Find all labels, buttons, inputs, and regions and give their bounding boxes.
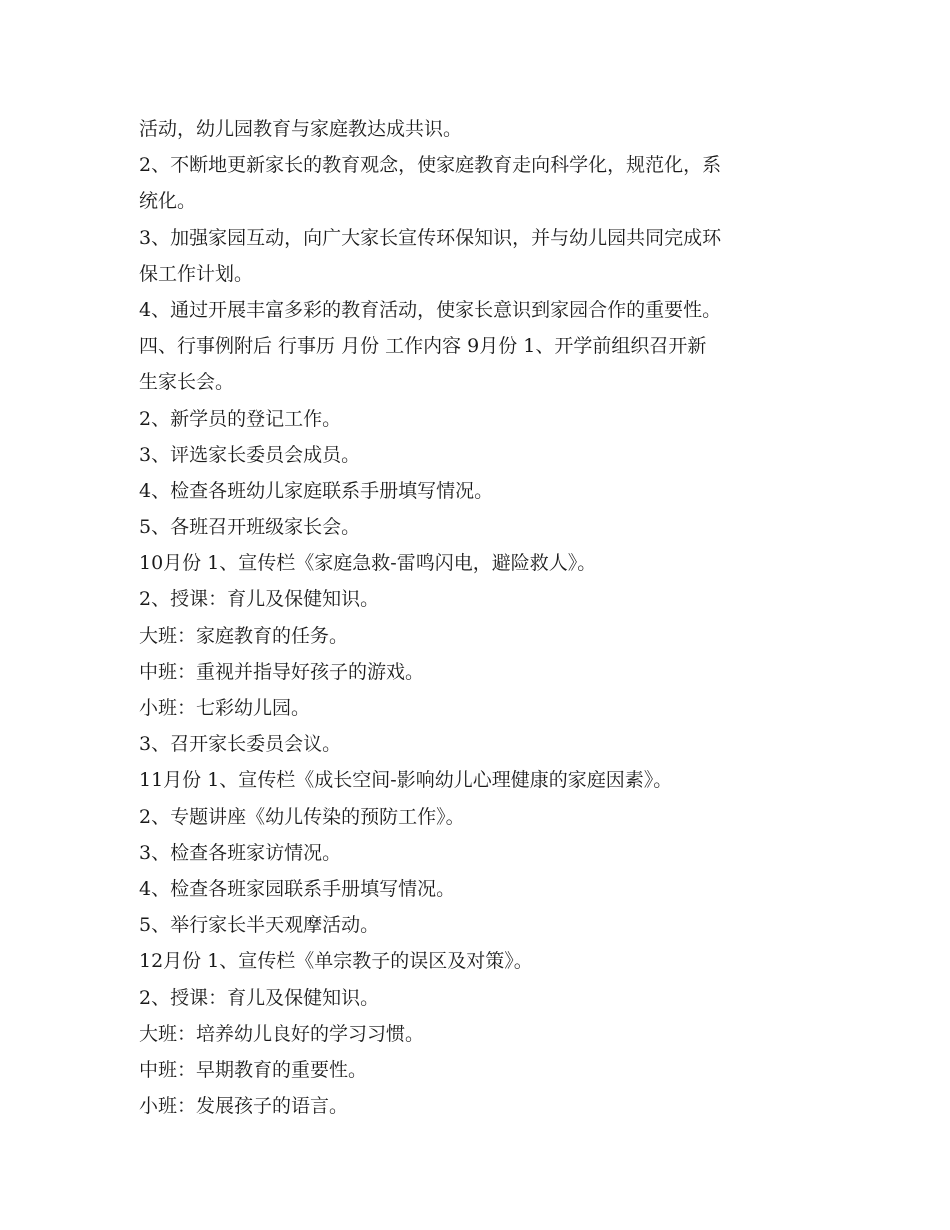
text-line: 3、评选家长委员会成员。 — [139, 443, 361, 466]
text-line: 2、专题讲座《幼儿传染的预防工作》。 — [139, 805, 465, 828]
text-line: 2、不断地更新家长的教育观念，使家庭教育走向科学化，规范化，系 — [139, 154, 722, 177]
text-line: 3、加强家园互动，向广大家长宣传环保知识，并与幼儿园共同完成环 — [139, 226, 722, 249]
text-line: 10月份 1、宣传栏《家庭急救-雷鸣闪电，避险救人》。 — [139, 552, 597, 575]
text-line: 统化。 — [139, 190, 197, 213]
text-line: 保工作计划。 — [139, 262, 254, 285]
text-line: 中班：早期教育的重要性。 — [139, 1058, 368, 1081]
text-line: 2、授课：育儿及保健知识。 — [139, 588, 380, 611]
text-line: 中班：重视并指导好孩子的游戏。 — [139, 660, 425, 683]
text-line: 12月份 1、宣传栏《单宗教子的误区及对策》。 — [139, 950, 533, 973]
text-line: 4、检查各班家园联系手册填写情况。 — [139, 877, 456, 900]
text-line: 3、召开家长委员会议。 — [139, 733, 342, 756]
text-line: 2、授课：育儿及保健知识。 — [139, 986, 380, 1009]
text-line: 3、检查各班家访情况。 — [139, 841, 342, 864]
text-line: 四、行事例附后 行事历 月份 工作内容 9月份 1、开学前组织召开新 — [139, 335, 707, 358]
text-line: 4、检查各班幼儿家庭联系手册填写情况。 — [139, 479, 494, 502]
text-line: 生家长会。 — [139, 371, 235, 394]
text-line: 11月份 1、宣传栏《成长空间-影响幼儿心理健康的家庭因素》。 — [139, 769, 673, 792]
document-body — [139, 111, 819, 1124]
text-line: 5、举行家长半天观摩活动。 — [139, 914, 380, 937]
text-line: 大班：家庭教育的任务。 — [139, 624, 349, 647]
text-line: 2、新学员的登记工作。 — [139, 407, 342, 430]
text-line: 大班：培养幼儿良好的学习习惯。 — [139, 1022, 425, 1045]
text-line: 小班：七彩幼儿园。 — [139, 697, 311, 719]
text-line: 4、通过开展丰富多彩的教育活动，使家长意识到家园合作的重要性。 — [139, 298, 722, 321]
text-line: 小班：发展孩子的语言。 — [139, 1095, 349, 1118]
text-line: 活动，幼儿园教育与家庭教达成共识。 — [139, 118, 463, 140]
text-line: 5、各班召开班级家长会。 — [139, 516, 361, 539]
